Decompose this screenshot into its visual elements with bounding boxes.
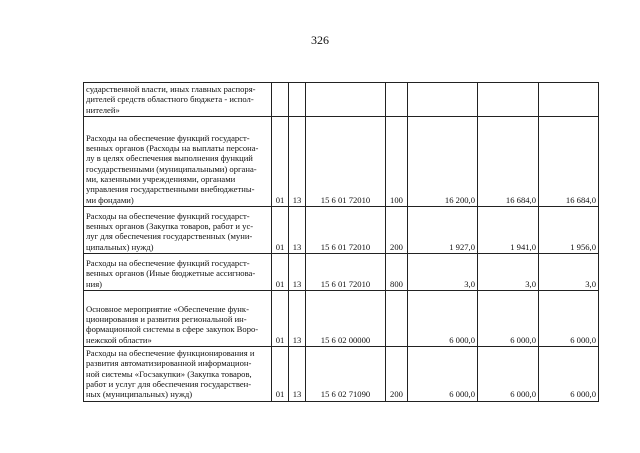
expense-type-cell: 200 [386,207,408,254]
table-row [84,207,599,254]
target-article-cell [306,83,386,117]
amount-year1-cell: 6 000,0 [408,291,478,347]
amount-year3-cell: 6 000,0 [539,347,599,402]
amount-year1-cell: 3,0 [408,254,478,291]
amount-year1-cell: 1 927,0 [408,207,478,254]
table-body [84,83,599,402]
row-name-cell: Расходы на обеспечение функций государст- венных органов (Расходы на выплаты персона- лу в целях обеспечения выполнения функций государственными (муниципальными) органа- ми, казенными учреждениями, органами управления государственными внебюджетны- ми фондами) [84,117,272,207]
amount-year2-cell: 6 000,0 [478,347,539,402]
expense-type-cell [386,83,408,117]
amount-year3-cell: 3,0 [539,254,599,291]
amount-year2-cell [478,83,539,117]
amount-year1-cell [408,83,478,117]
target-article-cell: 15 6 01 72010 [306,117,386,207]
expense-type-cell [386,291,408,347]
subsection-code-cell: 13 [289,254,306,291]
expense-type-cell: 200 [386,347,408,402]
table-row [84,347,599,402]
section-code-cell: 01 [272,207,289,254]
row-name-cell: Расходы на обеспечение функционирования и развития автоматизированной информацион- ной системы «Госзакупки» (Закупка товаров, работ и услуг для обеспечения государствен- ных (муниципальных) нужд) [84,347,272,402]
amount-year2-cell: 6 000,0 [478,291,539,347]
table-row [84,83,599,117]
row-name-cell: Расходы на обеспечение функций государст- венных органов (Закупка товаров, работ и ус- луг для обеспечения государственных (муни- ципальных) нужд) [84,207,272,254]
section-code-cell: 01 [272,254,289,291]
subsection-code-cell: 13 [289,117,306,207]
expense-type-cell: 100 [386,117,408,207]
subsection-code-cell: 13 [289,347,306,402]
section-code-cell: 01 [272,347,289,402]
row-name-cell: Расходы на обеспечение функций государст- венных органов (Иные бюджетные ассигнова- ния) [84,254,272,291]
amount-year2-cell: 1 941,0 [478,207,539,254]
target-article-cell: 15 6 01 72010 [306,254,386,291]
amount-year1-cell: 6 000,0 [408,347,478,402]
section-code-cell: 01 [272,291,289,347]
expense-type-cell: 800 [386,254,408,291]
amount-year2-cell: 3,0 [478,254,539,291]
section-code-cell: 01 [272,117,289,207]
amount-year2-cell: 16 684,0 [478,117,539,207]
amount-year1-cell: 16 200,0 [408,117,478,207]
row-name-cell: сударственной власти, иных главных распоря- дителей средств областного бюджета - испол- нителей» [84,83,272,117]
amount-year3-cell: 1 956,0 [539,207,599,254]
target-article-cell: 15 6 02 71090 [306,347,386,402]
amount-year3-cell: 6 000,0 [539,291,599,347]
target-article-cell: 15 6 02 00000 [306,291,386,347]
amount-year3-cell: 16 684,0 [539,117,599,207]
row-name-cell: Основное мероприятие «Обеспечение функ- ционирования и развития региональной ин- формационной системы в сфере закупок Воро- нежской области» [84,291,272,347]
target-article-cell: 15 6 01 72010 [306,207,386,254]
table-row [84,291,599,347]
section-code-cell [272,83,289,117]
subsection-code-cell [289,83,306,117]
table-row [84,254,599,291]
amount-year3-cell [539,83,599,117]
subsection-code-cell: 13 [289,207,306,254]
page-number: 326 [311,33,329,47]
table-row [84,117,599,207]
subsection-code-cell: 13 [289,291,306,347]
budget-table [83,82,599,402]
